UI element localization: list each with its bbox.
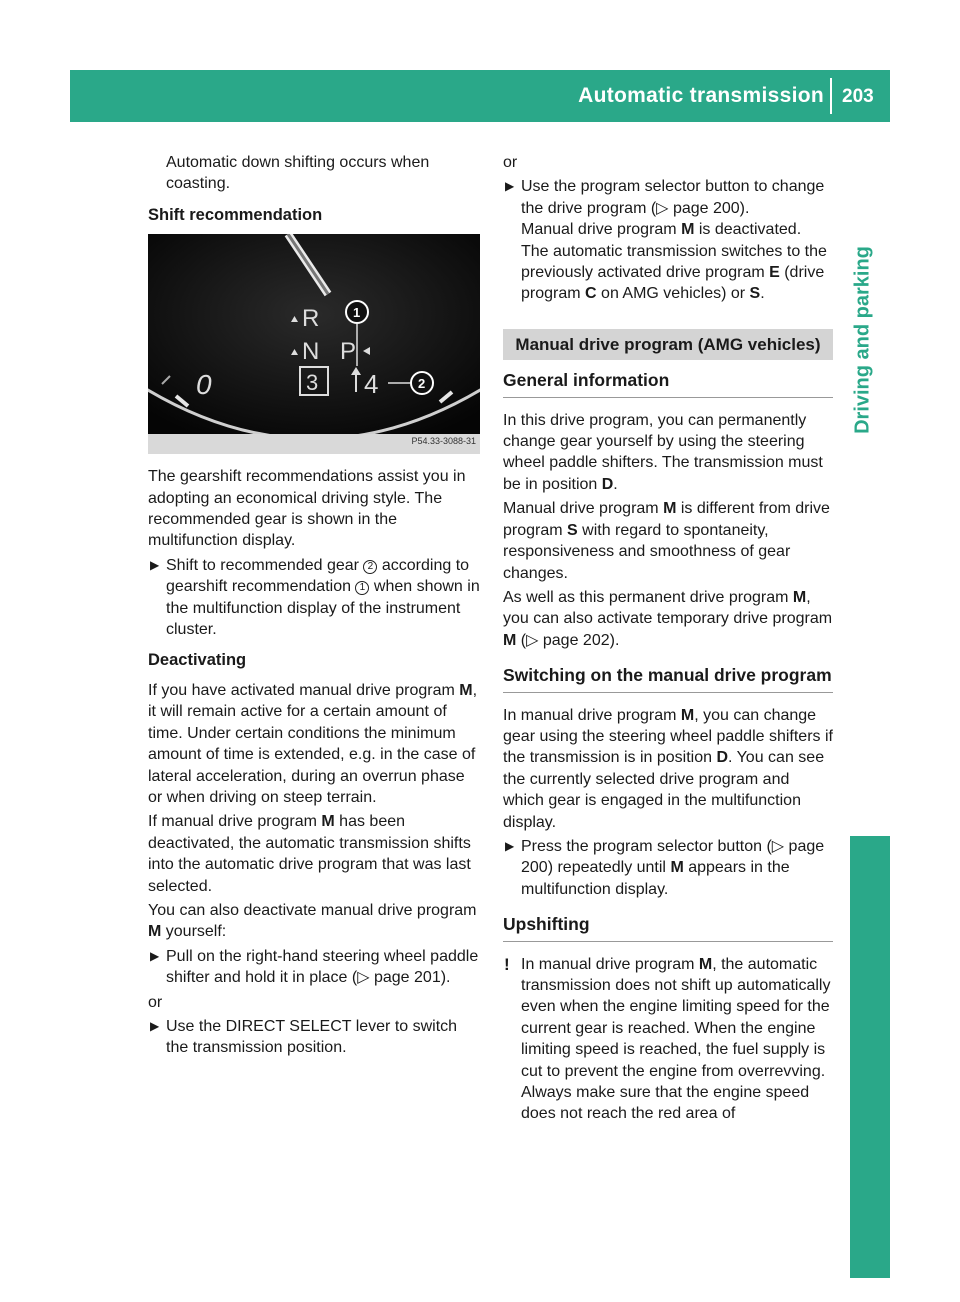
callout-2: 2	[418, 376, 426, 392]
page-ref-icon: ▷	[357, 969, 370, 987]
left-column	[148, 152, 482, 1062]
side-section-label: Driving and parking	[851, 246, 874, 434]
step-direct-select: ▶ Use the DIRECT SELECT lever to switch the transmission position.	[150, 1017, 458, 1057]
step-arrow-icon: ▶	[150, 557, 160, 572]
intro-text: Automatic down shifting occurs when coasting.	[166, 154, 430, 193]
general-paragraph-3: As well as this permanent drive program M, you can also activate temporary drive program M (▷ page 202).	[503, 588, 833, 649]
page-ref-icon: ▷	[771, 837, 785, 855]
gear-r-label: R	[302, 305, 320, 333]
callout-2-ref: 2	[363, 560, 377, 574]
deactivating-paragraph-1: If you have activated manual drive program M, it will remain active for a certain amount of time. Under certain conditions the minimum amount of time is extended, e.g. in the case of lateral acceleration, during an overrun phase or when driving on steep terrain.	[148, 681, 478, 806]
page-link[interactable]: page 200).	[672, 199, 750, 217]
amg-section-heading: Manual drive program (AMG vehicles)	[503, 329, 833, 360]
recommended-gear-label: 4	[364, 369, 379, 400]
upshifting-heading: Upshifting	[503, 914, 833, 941]
step-arrow-icon: ▶	[150, 948, 160, 963]
page-ref-icon: ▷	[526, 631, 539, 649]
page-number: 203	[842, 86, 874, 107]
page-link[interactable]: page 201).	[373, 969, 451, 987]
warning-note: ! In manual drive program M, the automatic transmission does not shift up automatically even when the engine limiting speed for the current gear is reached. When the engine limiting speed is reached, the fuel supply is cut to prevent the engine from overrevving. Always make sure that the engine speed does not reach the red area of	[504, 954, 831, 1123]
or-text: or	[148, 993, 163, 1011]
step-press-selector: ▶ Press the program selector button (▷ page 200) repeatedly until M appears in the multifunction display.	[505, 837, 825, 898]
current-gear-label: 3	[306, 370, 319, 396]
page-title: Automatic transmission	[578, 84, 824, 107]
step-arrow-icon: ▶	[505, 179, 515, 194]
side-tab-block	[850, 836, 890, 1278]
shift-recommendation-heading: Shift recommendation	[148, 205, 323, 224]
step-arrow-icon: ▶	[150, 1018, 160, 1033]
figure-reference: P54.33-3088-31	[411, 435, 476, 446]
switching-on-heading: Switching on the manual drive program	[503, 665, 833, 692]
right-column	[503, 152, 833, 1125]
gear-n-label: N	[302, 338, 320, 366]
callout-1-ref: 1	[355, 581, 369, 595]
deactivating-heading: Deactivating	[148, 651, 247, 670]
general-paragraph-1: In this drive program, you can permanently change gear yourself by using the steering wheel paddle shifters. The transmission must be in position D.	[503, 411, 823, 493]
shift-body-text: The gearshift recommendations assist you in adopting an economical driving style. The recommended gear is shown in the multifunction display.	[148, 468, 466, 550]
step-program-selector: ▶ Use the program selector button to change the drive program (▷ page 200). Manual drive program M is deactivated. The automatic transmission switches to the previously activated drive program E (drive program C on AMG vehicles) or S.	[505, 178, 827, 303]
header-divider	[830, 78, 832, 114]
or-text: or	[503, 154, 518, 171]
speed-digit: 0	[196, 369, 212, 401]
page-link[interactable]: page 200) repeatedly until	[521, 837, 825, 877]
switching-paragraph: In manual drive program M, you can change gear using the steering wheel paddle shifters if the transmission is in position D. You can see the currently selected drive program and which gear is engaged in the multifunction display.	[503, 706, 833, 831]
general-paragraph-2: Manual drive program M is different from drive program S with regard to spontaneity, responsiveness and smoothness of gear changes.	[503, 500, 830, 582]
deactivating-paragraph-3: You can also deactivate manual drive program M yourself:	[148, 901, 477, 941]
general-information-heading: General information	[503, 370, 833, 397]
cluster-illustration	[148, 234, 480, 454]
step-shift-recommended: ▶ Shift to recommended gear 2 according to gearshift recommendation 1 when shown in the multifunction display of the instrument cluster.	[150, 556, 480, 639]
side-section-tab	[835, 230, 891, 450]
instrument-cluster-figure	[148, 234, 480, 454]
step-arrow-icon: ▶	[505, 838, 515, 853]
page-link[interactable]: page 202).	[542, 631, 620, 649]
page-ref-icon: ▷	[656, 199, 669, 217]
callout-1: 1	[353, 305, 361, 321]
gear-p-label: P	[340, 338, 357, 366]
warning-icon: !	[504, 954, 510, 974]
step-paddle-shifter: ▶ Pull on the right-hand steering wheel paddle shifter and hold it in place (▷ page 201).	[150, 947, 479, 987]
deactivating-paragraph-2: If manual drive program M has been deactivated, the automatic transmission shifts into the automatic drive program that was last selected.	[148, 813, 471, 895]
